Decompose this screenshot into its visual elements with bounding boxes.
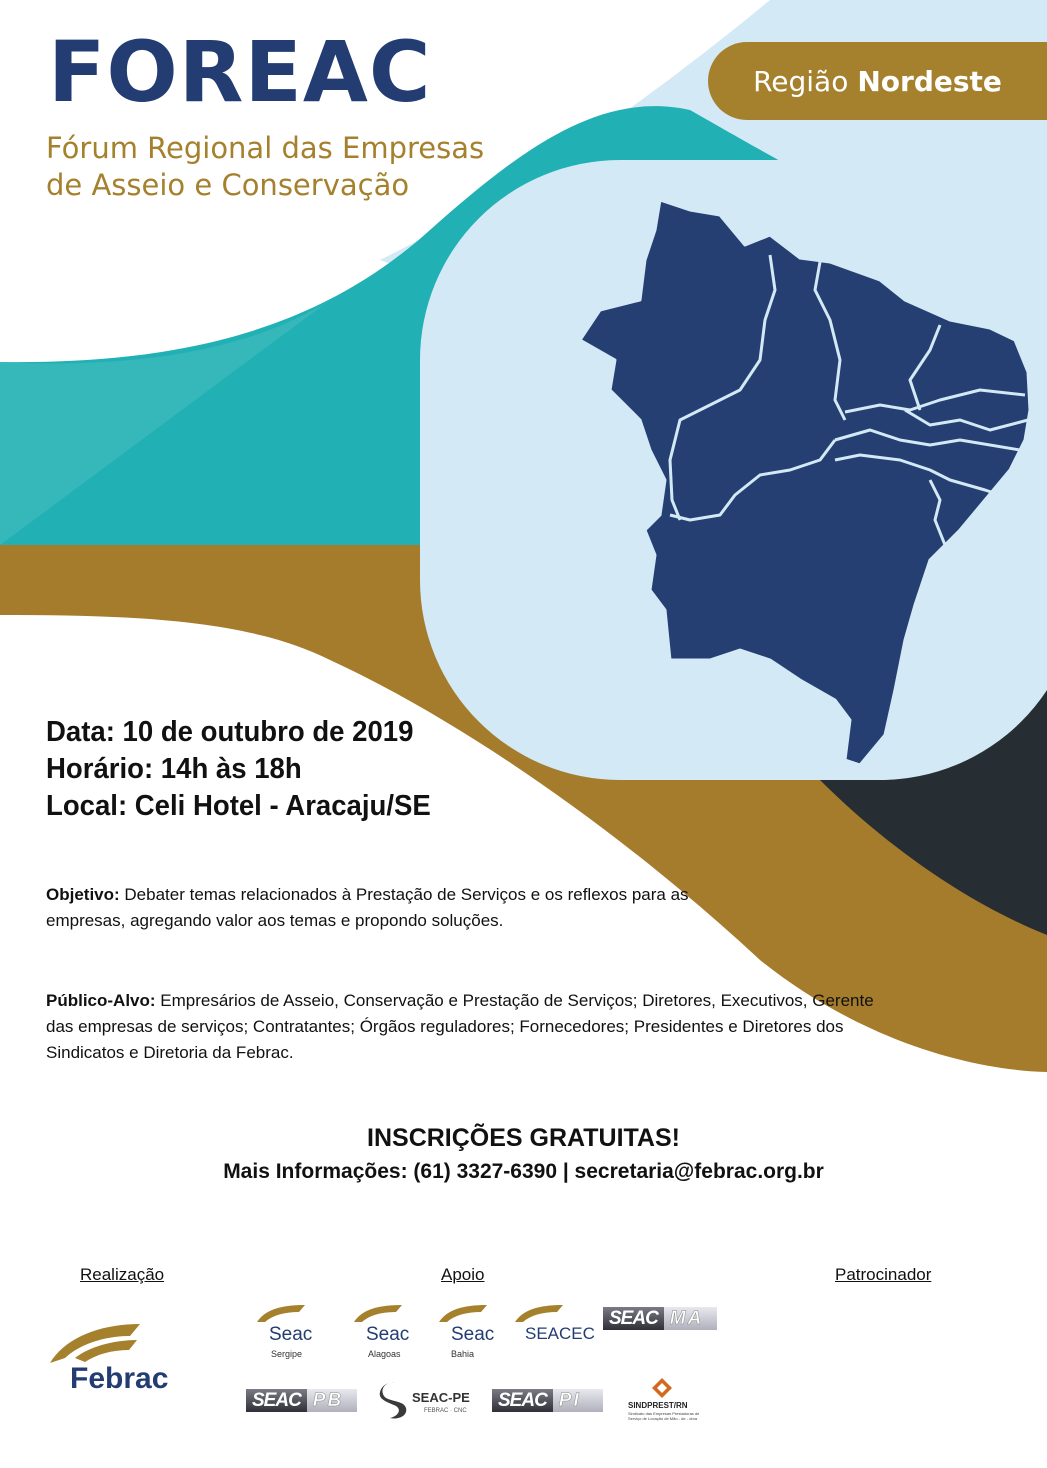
sindprest-name: SINDPREST/RN [628, 1401, 688, 1410]
forum-title: FOREAC [48, 23, 432, 121]
event-location: Local: Celi Hotel - Aracaju/SE [46, 790, 431, 822]
seac-alagoas-logo [352, 1302, 422, 1366]
objective-text: Debater temas relacionados à Prestação de Serviços e os reflexos para as empresas, agregando valor aos temas e propondo soluções. [46, 885, 689, 930]
region-name: Nordeste [857, 64, 1002, 98]
febrac-logo [45, 1318, 195, 1398]
seac-sergipe-logo [255, 1302, 325, 1366]
realizacao-label: Realização [80, 1265, 165, 1284]
seac-swoosh-icon [352, 1302, 406, 1324]
seac-pb-logo [246, 1390, 357, 1412]
seac-pe-name: SEAC-PE [412, 1390, 470, 1405]
seac-alagoas-name: Seac [366, 1324, 410, 1345]
seac-ma-ext: MA [664, 1307, 718, 1330]
seac-pb-name: SEAC [246, 1389, 307, 1412]
sindprest-sub: Sindicato das Empresas Prestadoras de Serviço de Locação de Mão - de - obra [628, 1411, 700, 1421]
registration-info: Mais Informações: (61) 3327-6390 | secretaria@febrac.org.br [223, 1160, 824, 1183]
objective-label: Objetivo: [46, 885, 120, 904]
seac-bahia-name: Seac [451, 1324, 495, 1345]
event-details [46, 714, 451, 825]
event-time: Horário: 14h às 18h [46, 753, 302, 785]
region-badge [708, 42, 1047, 120]
subtitle-line-2: de Asseio e Conservação [46, 168, 410, 202]
seac-pi-logo [492, 1390, 603, 1412]
region-prefix: Região [753, 64, 849, 98]
seac-pb-ext: PB [307, 1389, 357, 1412]
seac-alagoas-sub: Alagoas [368, 1349, 401, 1359]
seacec-logo [513, 1302, 597, 1352]
febrac-swoosh-icon [45, 1318, 155, 1366]
apoio-label: Apoio [441, 1265, 485, 1284]
seac-pe-emblem-icon [378, 1380, 412, 1420]
febrac-text: Febrac [70, 1362, 169, 1395]
audience-paragraph [46, 988, 896, 1066]
seac-ma-logo [603, 1308, 717, 1330]
registration-headline: INSCRIÇÕES GRATUITAS! [367, 1124, 680, 1152]
event-date: Data: 10 de outubro de 2019 [46, 716, 414, 748]
audience-label: Público-Alvo: [46, 991, 156, 1010]
seac-bahia-logo [437, 1302, 507, 1366]
seacec-name: SEACEC [525, 1324, 595, 1343]
seac-pe-sub: FEBRAC · CNC [424, 1408, 467, 1414]
sindprest-rn-logo [626, 1378, 716, 1434]
seac-pi-ext: PI [553, 1389, 603, 1412]
sindprest-emblem-icon [652, 1378, 672, 1400]
seac-swoosh-icon [255, 1302, 309, 1324]
seac-pi-name: SEAC [492, 1389, 553, 1412]
seac-bahia-sub: Bahia [451, 1349, 475, 1359]
seac-swoosh-icon [513, 1302, 567, 1324]
seac-sergipe-sub: Sergipe [271, 1349, 303, 1359]
seac-sergipe-name: Seac [269, 1324, 313, 1345]
subtitle-line-1: Fórum Regional das Empresas [46, 131, 485, 165]
seac-ma-name: SEAC [603, 1307, 664, 1330]
audience-text: Empresários de Asseio, Conservação e Prestação de Serviços; Diretores, Executivos, Gerente das empresas de serviços; Contratantes; Órgãos reguladores; Fornecedores; Presidentes e Diretores dos Sindicatos e Diretoria da Febrac. [46, 991, 874, 1062]
forum-subtitle [46, 130, 484, 204]
patrocinador-label: Patrocinador [835, 1265, 932, 1284]
seac-swoosh-icon [437, 1302, 491, 1324]
seac-pe-logo [378, 1380, 478, 1428]
objective-paragraph [46, 882, 766, 934]
